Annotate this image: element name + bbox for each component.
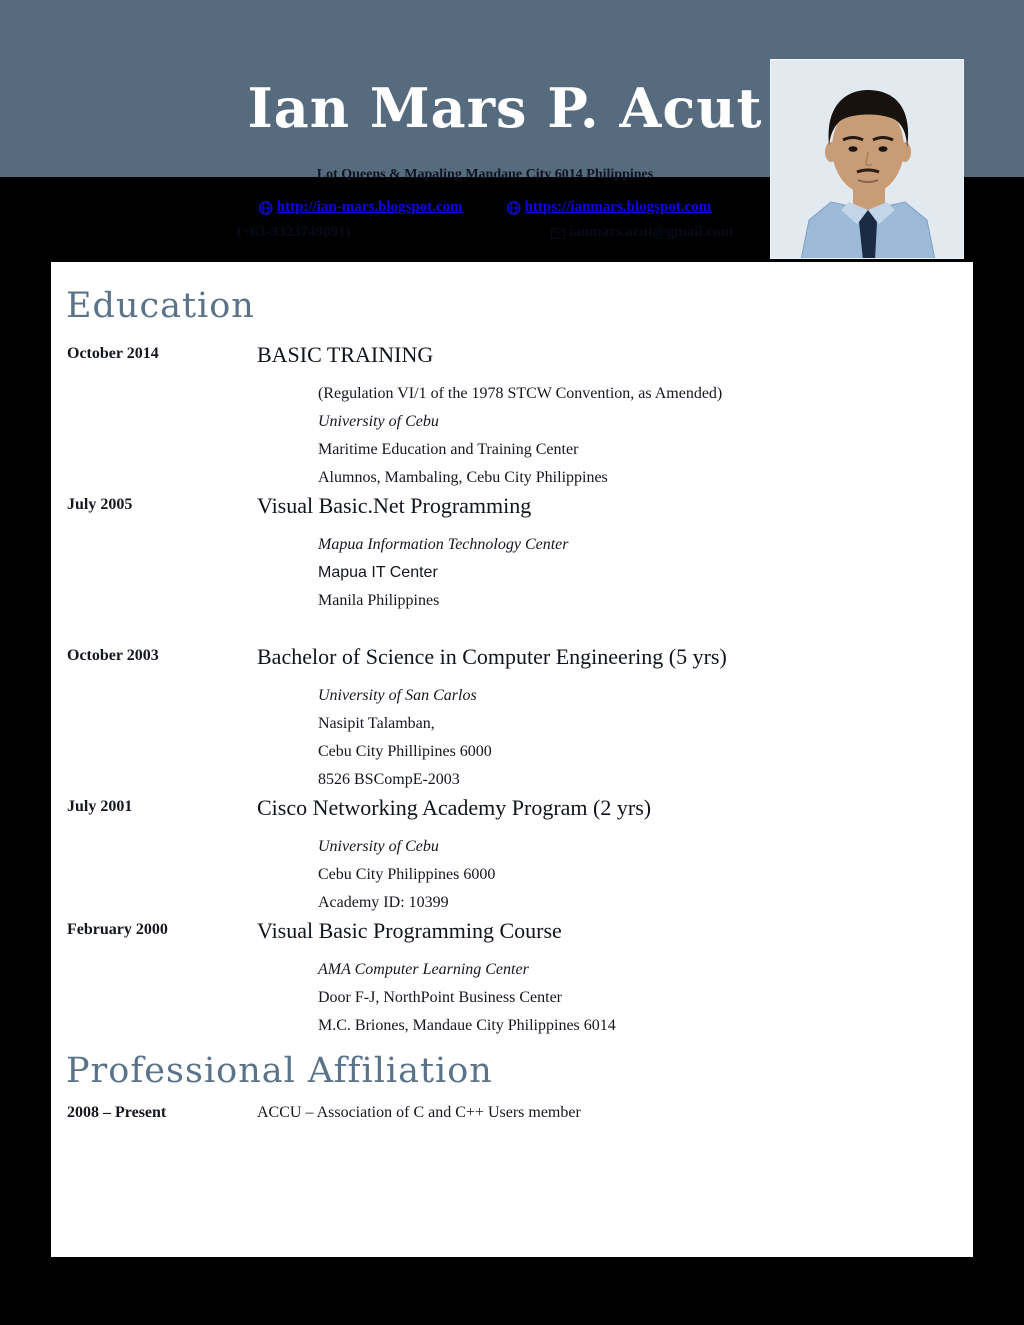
entry-line: 8526 BSCompE-2003 (318, 771, 460, 788)
entry-date: October 2003 (67, 647, 159, 664)
entry-title: Visual Basic.Net Programming (257, 493, 532, 518)
entry-lines (257, 682, 957, 794)
education-heading: Education (66, 286, 255, 326)
entry-line: Cebu City Phillipines 6000 (318, 743, 492, 760)
entry-body (257, 796, 957, 917)
entry-line: Maritime Education and Training Center (318, 441, 579, 458)
affiliation-heading: Professional Affiliation (66, 1051, 493, 1091)
links-row (259, 199, 712, 216)
globe-icon (507, 201, 521, 215)
entry-line: Mapua IT Center (318, 564, 438, 581)
entry-line: University of San Carlos (318, 687, 477, 704)
entry-body (257, 919, 957, 1040)
entry-line: Mapua Information Technology Center (318, 536, 569, 553)
email-address-label: ianmars.acut@gmail.com (569, 224, 733, 240)
blog-link-secondary-label: https://ianmars.blogspot.com (524, 199, 712, 215)
person-name: Ian Mars P. Acut (247, 76, 763, 140)
entry-line: Alumnos, Mambaling, Cebu City Philippines (318, 469, 608, 486)
entry-lines (257, 380, 957, 492)
entry-line: AMA Computer Learning Center (318, 961, 529, 978)
affiliation-text: ACCU – Association of C and C++ Users member (257, 1104, 581, 1121)
email-address (551, 224, 733, 241)
entry-title: Bachelor of Science in Computer Engineering (5 yrs) (257, 644, 727, 669)
entry-line: Door F-J, NorthPoint Business Center (318, 989, 562, 1006)
envelope-icon (551, 227, 565, 238)
entry-lines (257, 956, 957, 1040)
entry-lines (257, 531, 957, 615)
entry-title: Visual Basic Programming Course (257, 918, 562, 943)
entry-line: University of Cebu (318, 413, 439, 430)
entry-line: (Regulation VI/1 of the 1978 STCW Convention, as Amended) (318, 385, 723, 402)
blog-link-primary-label: http://ian-mars.blogspot.com (276, 199, 463, 215)
entry-date: July 2001 (67, 798, 133, 815)
entry-line: Manila Philippines (318, 592, 440, 609)
contact-row (237, 224, 733, 241)
entry-line: Cebu City Philippines 6000 (318, 866, 496, 883)
resume-card (51, 262, 973, 1257)
portrait-photo (770, 59, 964, 259)
entry-date: October 2014 (67, 345, 159, 362)
entry-body (257, 494, 957, 615)
address-line: Lot Queens & Mapaling Mandaue City 6014 Philippines (316, 167, 654, 182)
phone-number: (+63-9323749091) (237, 224, 351, 240)
entry-title: BASIC TRAINING (257, 342, 434, 367)
entry-date: February 2000 (67, 921, 168, 938)
blog-link-secondary[interactable] (507, 199, 712, 216)
blog-link-primary[interactable] (259, 199, 463, 216)
entry-title: Cisco Networking Academy Program (2 yrs) (257, 795, 652, 820)
affiliation-date: 2008 – Present (67, 1104, 167, 1121)
entry-line: Academy ID: 10399 (318, 894, 449, 911)
entry-line: Nasipit Talamban, (318, 715, 435, 732)
entry-body (257, 645, 957, 794)
entry-line: M.C. Briones, Mandaue City Philippines 6014 (318, 1017, 616, 1034)
entry-lines (257, 833, 957, 917)
entry-line: University of Cebu (318, 838, 439, 855)
entry-date: July 2005 (67, 496, 133, 513)
entry-body (257, 343, 957, 492)
globe-icon (259, 201, 273, 215)
